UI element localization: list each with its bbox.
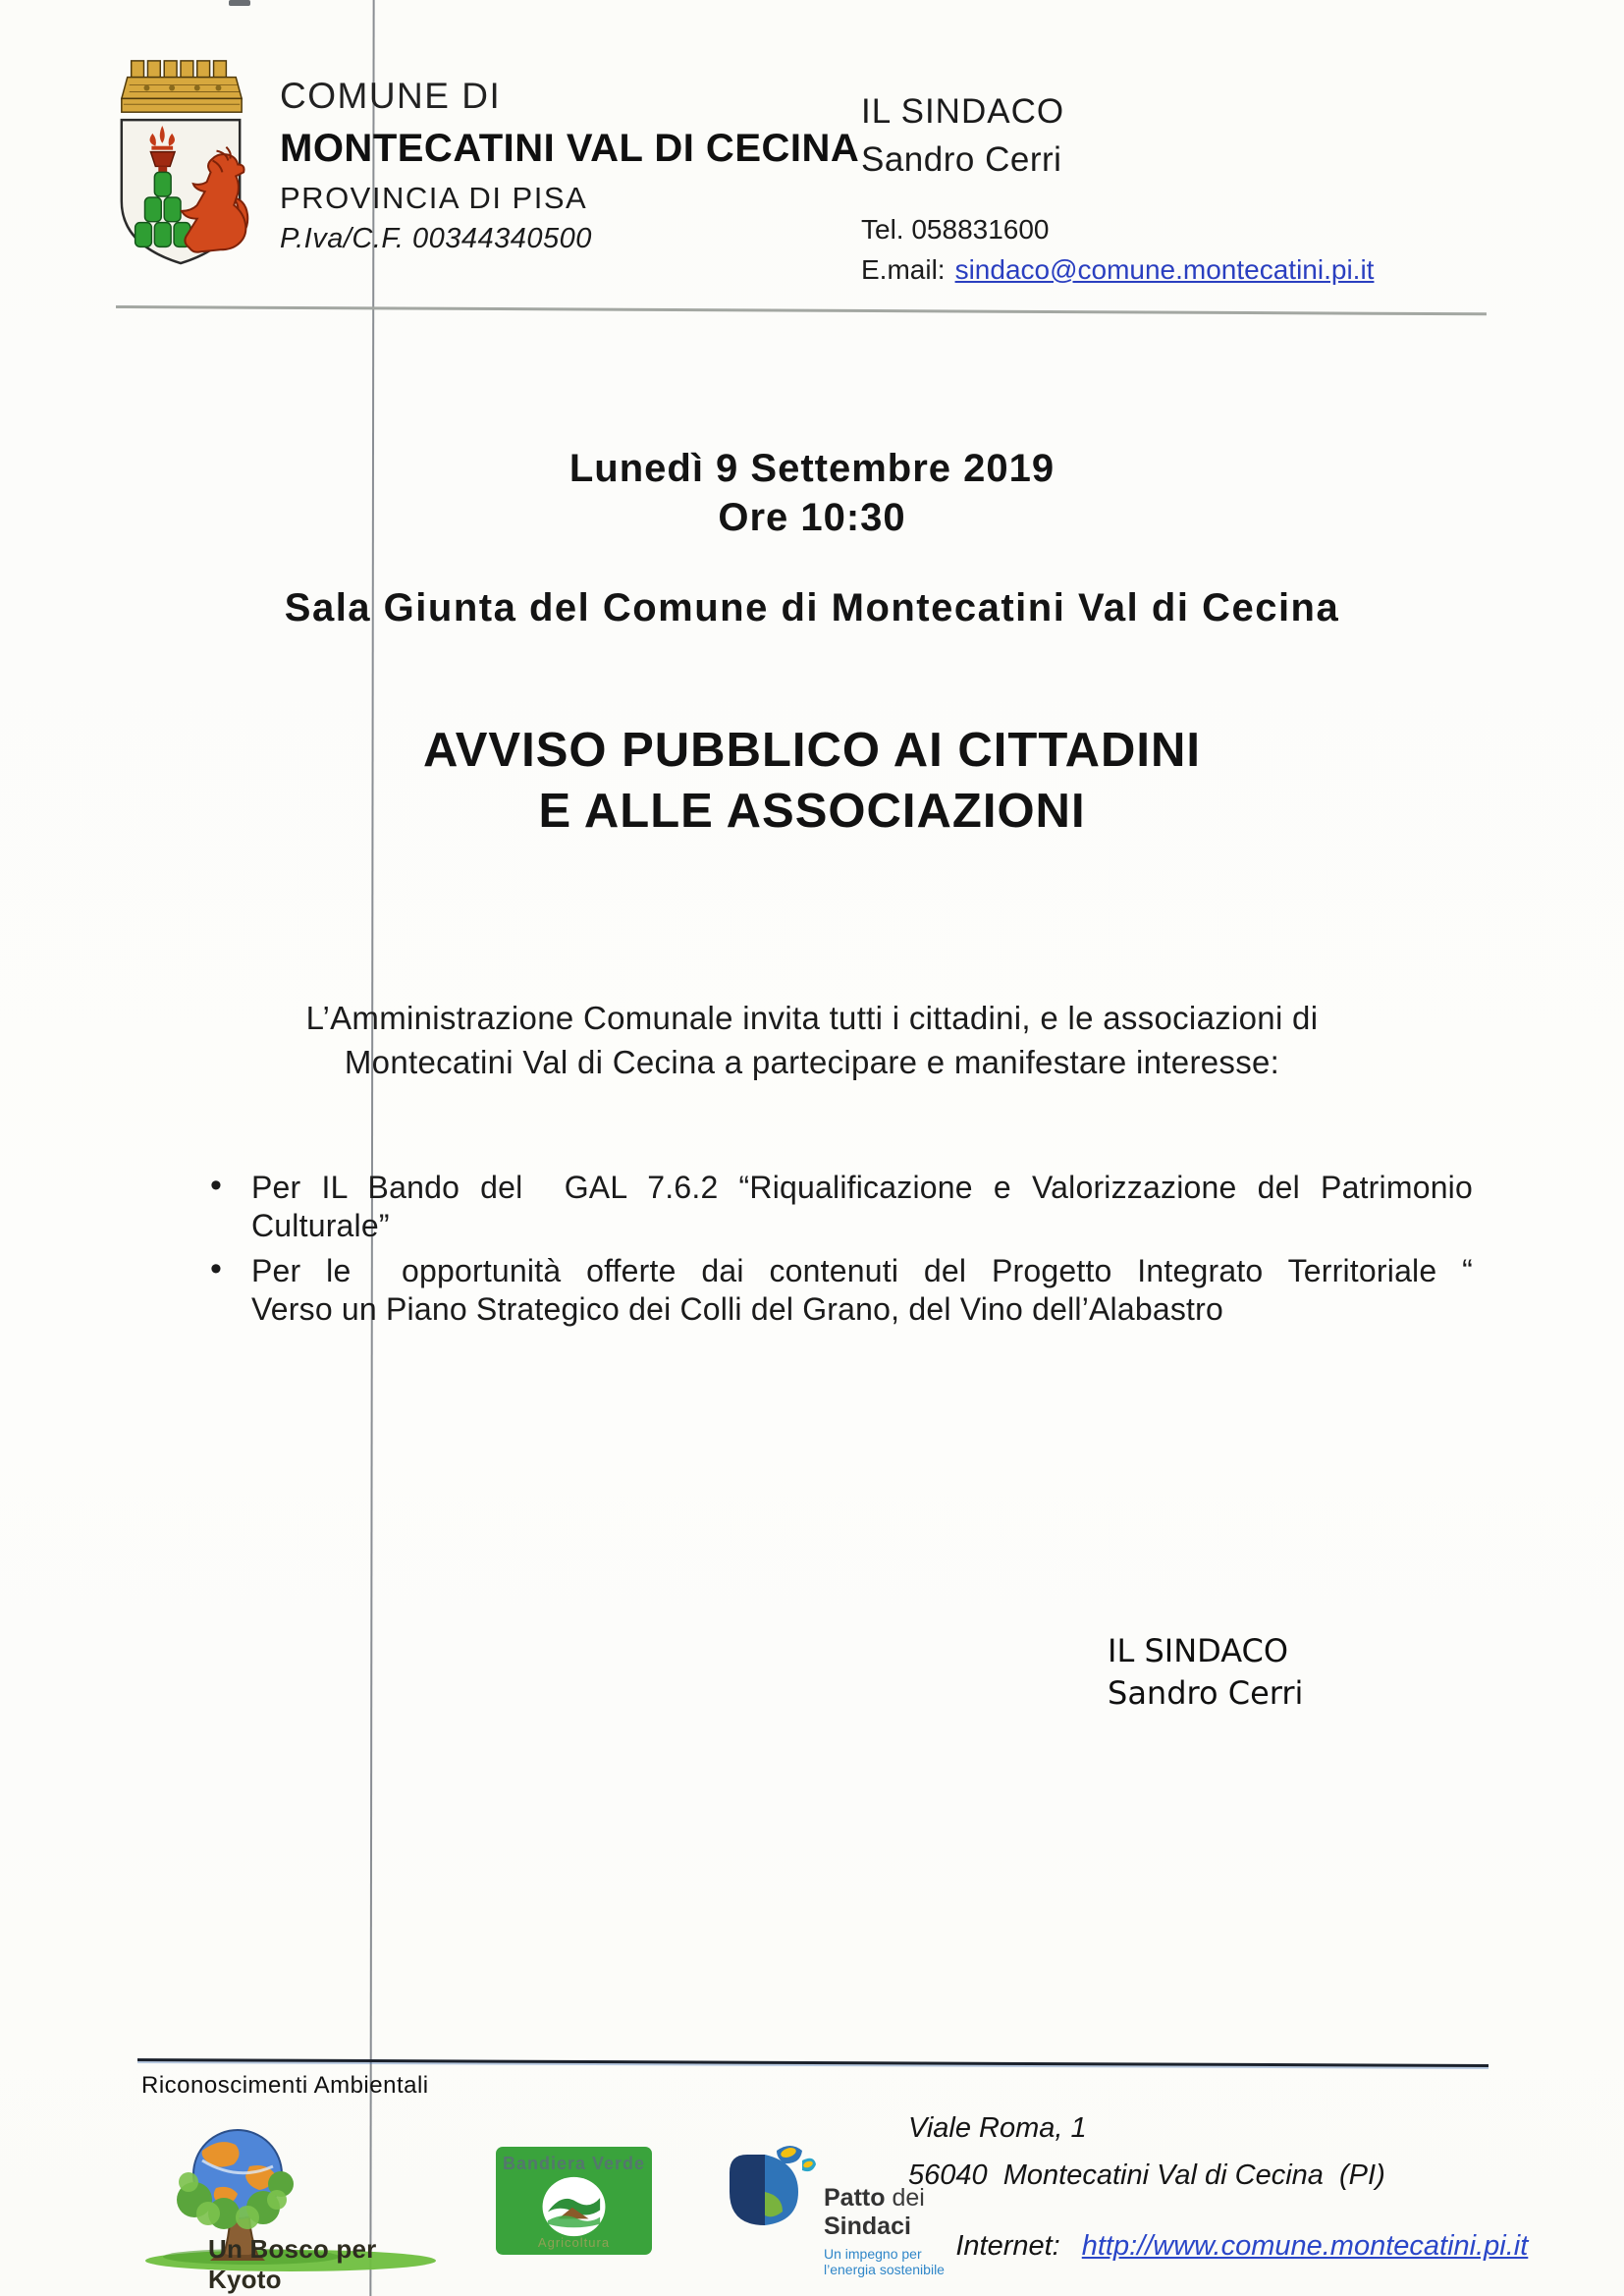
event-datetime — [0, 444, 1624, 542]
organization-block — [280, 77, 859, 255]
scan-speck — [229, 0, 250, 6]
intro-line1: L’Amministrazione Comunale invita tutti i cittadini, e le associazioni di — [305, 1000, 1319, 1036]
patto-tagline-line1: Un impegno per — [824, 2246, 922, 2262]
event-venue: Sala Giunta del Comune di Montecatini Val di Cecina — [284, 586, 1340, 629]
mayor-contact-block — [861, 92, 1374, 286]
signature-title: IL SINDACO — [1108, 1632, 1289, 1669]
bullet-text-line: Per IL Bando del GAL 7.6.2 “Riqualificazione e Valorizzazione del Patrimonio — [251, 1170, 1473, 1205]
scan-fold-line — [369, 0, 374, 2296]
footer-address-block — [908, 2111, 1528, 2296]
footer-section-label: Riconoscimenti Ambientali — [141, 2072, 429, 2099]
bullet-text-line: Verso un Piano Strategico dei Colli del Grano, del Vino dell’Alabastro — [251, 1291, 1223, 1327]
un-bosco-per-kyoto-logo — [134, 2123, 448, 2294]
intro-paragraph — [0, 996, 1624, 1084]
address-street: Viale Roma, 1 — [908, 2112, 1087, 2144]
intro-line2: Montecatini Val di Cecina a partecipare e manifestare interesse: — [344, 1044, 1280, 1080]
header-divider-line — [116, 305, 1487, 315]
bullet-list — [208, 1169, 1473, 1336]
mayor-name: Sandro Cerri — [861, 140, 1062, 180]
email-link[interactable]: sindaco@comune.montecatini.pi.it — [954, 253, 1375, 285]
patto-word-dei: dei — [885, 2184, 925, 2212]
green-flag-emblem-icon — [539, 2175, 609, 2238]
patto-tagline-line2: l’energia sostenibile — [824, 2262, 945, 2277]
mayor-phone: Tel. 058831600 — [861, 213, 1050, 245]
bullet-dot-icon: • — [210, 1167, 223, 1204]
org-name-line2: MONTECATINI VAL DI CECINA — [280, 126, 860, 170]
address-internet-row — [908, 2196, 1528, 2296]
patto-word-sindaci: Sindaci — [824, 2213, 911, 2240]
internet-label: Internet: — [955, 2230, 1060, 2262]
footer-divider-line — [137, 2058, 1489, 2067]
list-item — [208, 1252, 1473, 1329]
mayor-email-row — [861, 254, 1374, 286]
bandiera-verde-sublabel: Agricoltura — [537, 2235, 611, 2250]
event-date: Lunedì 9 Settembre 2019 — [568, 447, 1056, 490]
event-time: Ore 10:30 — [718, 496, 906, 539]
org-province: PROVINCIA DI PISA — [280, 180, 588, 215]
notice-title — [0, 720, 1624, 842]
notice-title-line2: E ALLE ASSOCIAZIONI — [538, 785, 1086, 838]
website-link[interactable]: http://www.comune.montecatini.pi.it — [1081, 2230, 1529, 2262]
bullet-text-line: Per le opportunità offerte dai contenuti del Progetto Integrato Territoriale “ — [251, 1253, 1473, 1288]
email-label: E.mail: — [861, 253, 946, 285]
address-city: 56040 Montecatini Val di Cecina (PI) — [908, 2159, 1385, 2191]
kyoto-logo-label: Un Bosco per Kyoto — [208, 2234, 377, 2294]
coat-of-arms-icon — [108, 53, 253, 271]
bullet-dot-icon: • — [210, 1250, 223, 1287]
bandiera-verde-logo — [496, 2147, 652, 2255]
notice-title-line1: AVVISO PUBBLICO AI CITTADINI — [422, 724, 1202, 777]
list-item — [208, 1169, 1473, 1245]
bandiera-verde-title: Bandiera Verde — [502, 2154, 646, 2173]
covenant-leaf-icon — [720, 2143, 818, 2236]
patto-word-patto: Patto — [824, 2184, 886, 2212]
bullet-text-line: Culturale” — [251, 1208, 390, 1243]
mayor-office-title: IL SINDACO — [861, 92, 1065, 131]
org-name-line1: COMUNE DI — [280, 76, 502, 116]
signature-block — [1108, 1630, 1303, 1715]
org-vat-number: P.Iva/C.F. 00344340500 — [280, 222, 592, 254]
signature-name: Sandro Cerri — [1108, 1674, 1304, 1712]
